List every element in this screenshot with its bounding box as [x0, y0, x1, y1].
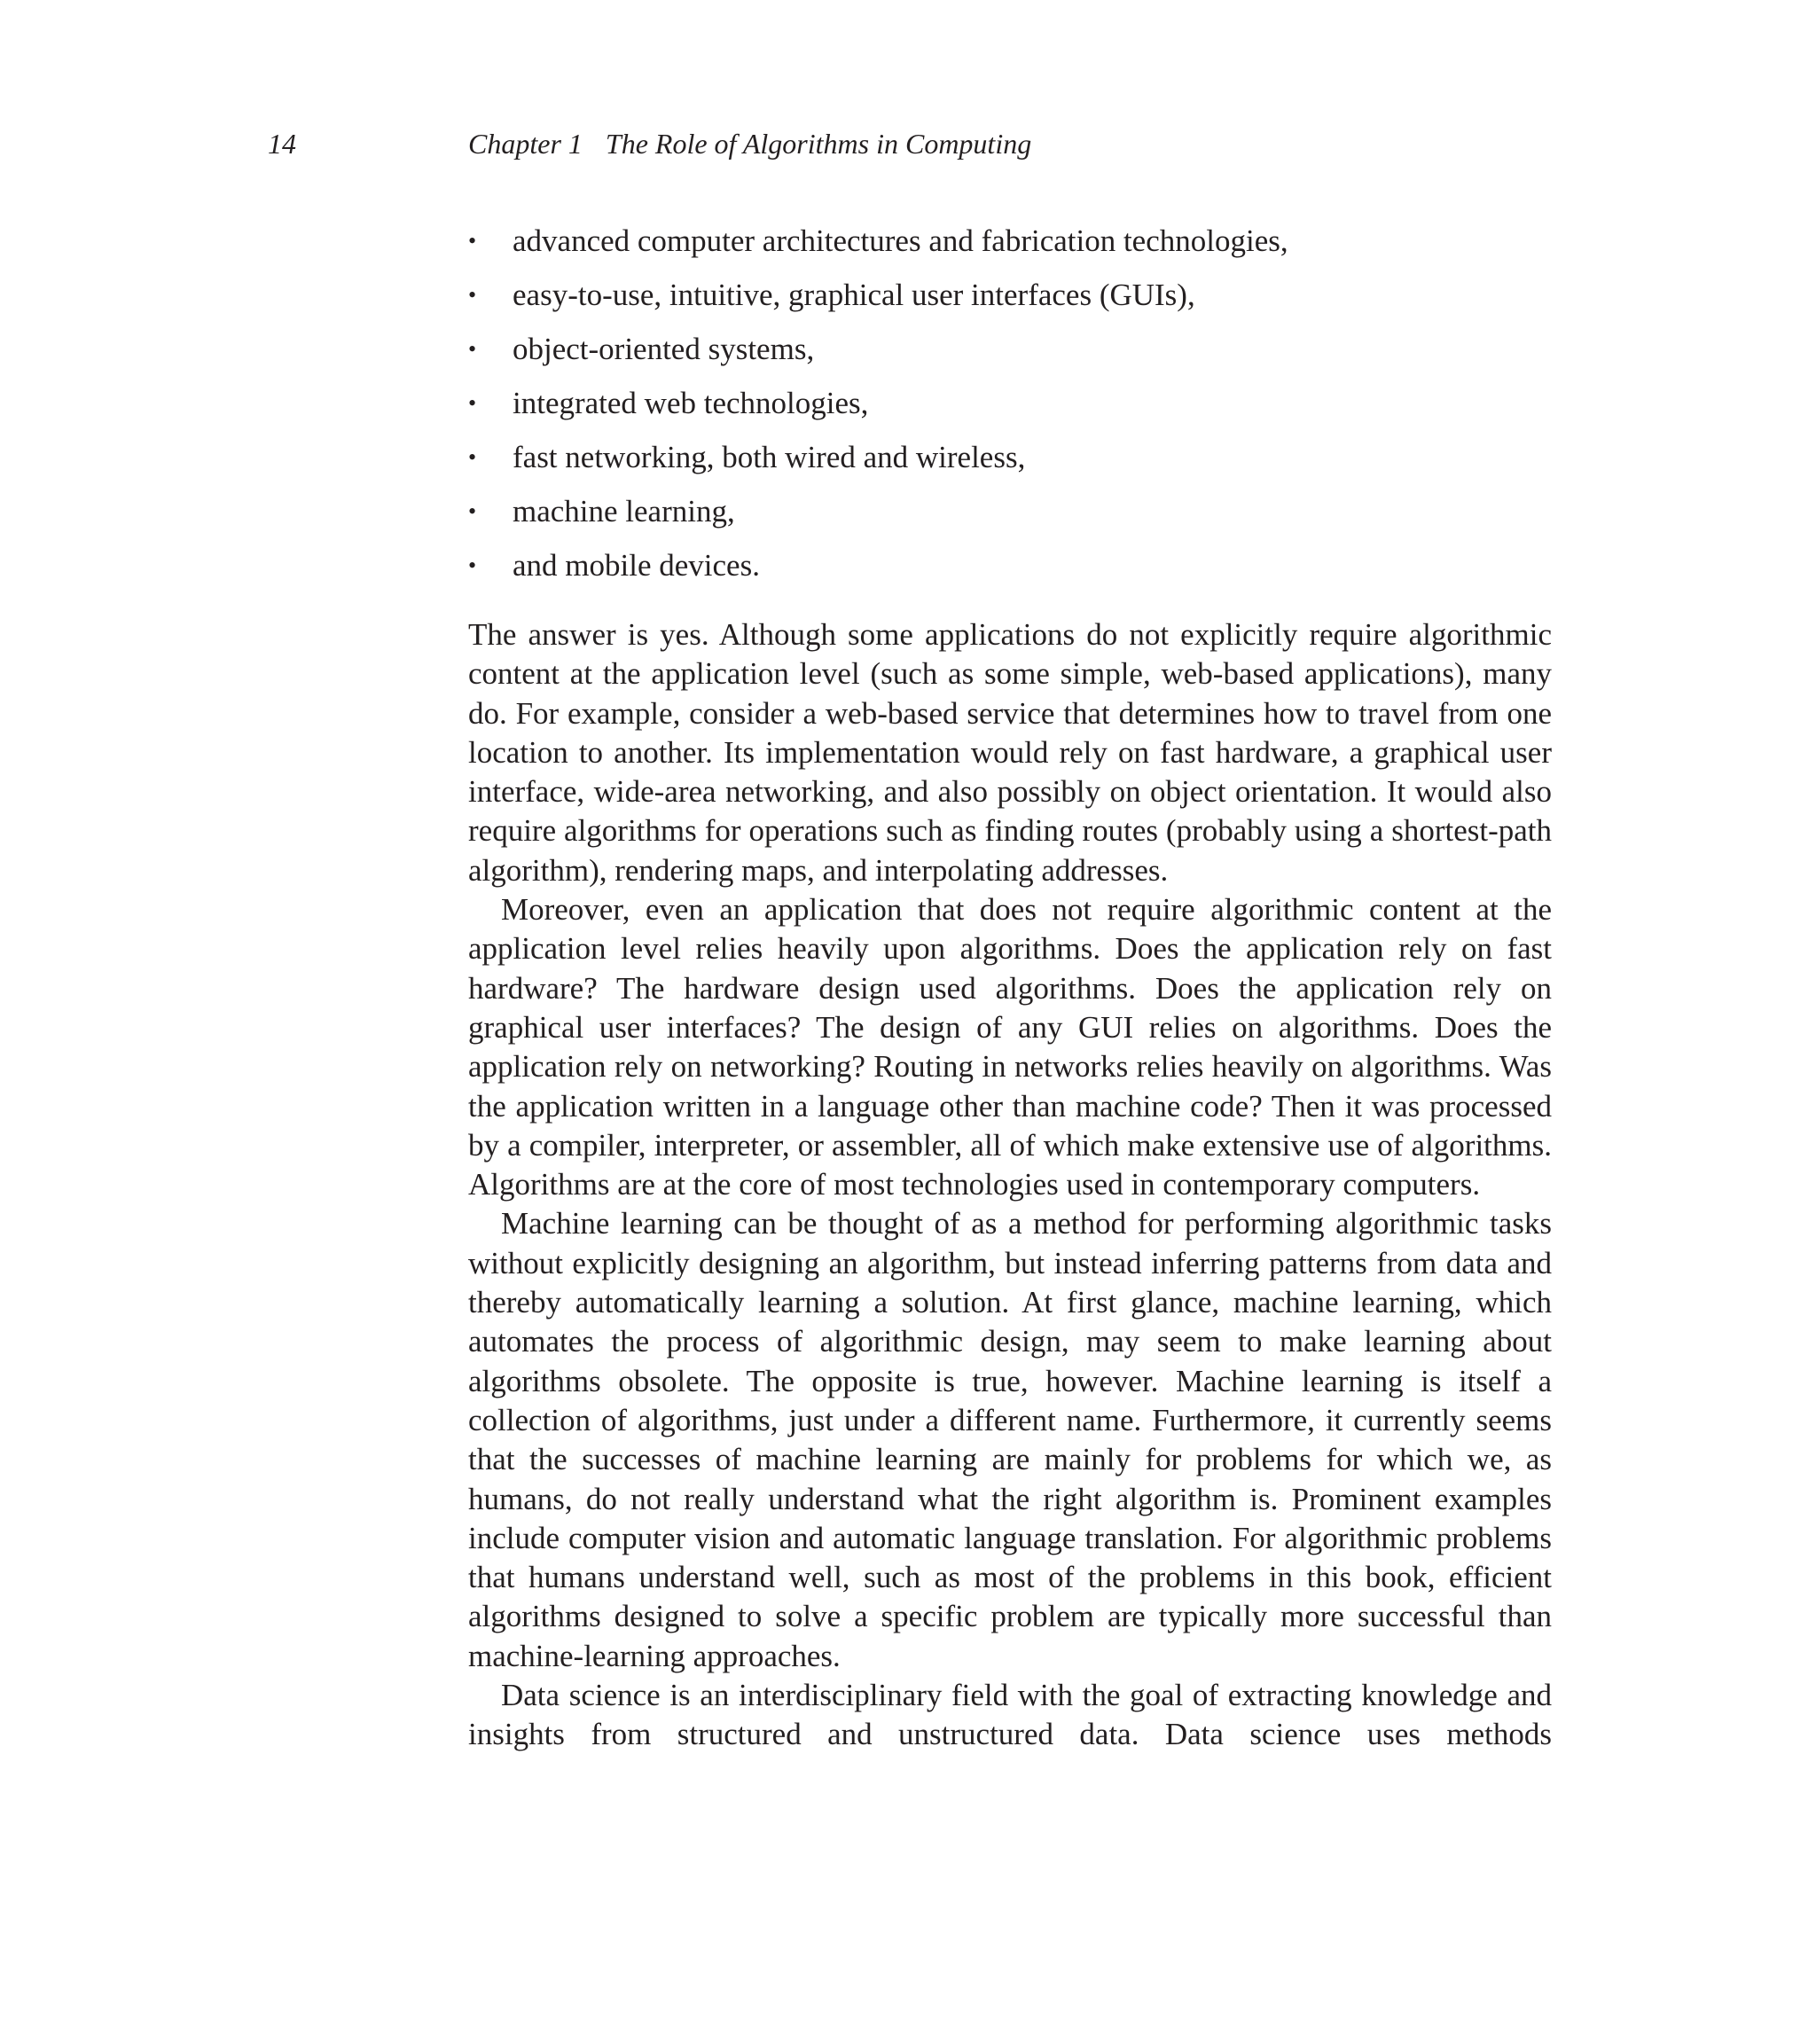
paragraph: Data science is an interdisciplinary field with the goal of extracting knowledge and insights from structured and unstructured data. Data science uses methods [468, 1678, 1552, 1752]
list-item-text: and mobile devices. [513, 548, 760, 583]
bullet-glyph: • [468, 552, 477, 578]
list-item-text: advanced computer architectures and fabrication technologies, [513, 223, 1288, 258]
body-text [468, 615, 1552, 1755]
paragraph: The answer is yes. Although some applications do not explicitly require algorithmic content at the application level (such as some simple, web-based applications), many do. For example, consider a web-based service that determines how to travel from one location to another. Its implementation would rely on fast hardware, a graphical user interface, wide-area networking, and also possibly on object orientation. It would also require algorithms for operations such as finding routes (probably using a shortest-path algorithm), rendering maps, and interpolating addresses. [468, 617, 1552, 888]
list-item [468, 440, 1552, 475]
list-item [468, 332, 1552, 367]
list-item-text: machine learning, [513, 494, 735, 529]
bullet-glyph: • [468, 336, 477, 362]
list-item [468, 548, 1552, 583]
bullet-glyph: • [468, 498, 477, 524]
list-item-text: object-oriented systems, [513, 332, 815, 366]
list-item-text: integrated web technologies, [513, 386, 869, 420]
running-head [468, 126, 1031, 161]
list-item [468, 386, 1552, 421]
page-number: 14 [268, 128, 296, 160]
list-item-text: fast networking, both wired and wireless, [513, 440, 1026, 474]
bullet-list [468, 223, 1552, 602]
bullet-glyph: • [468, 390, 477, 416]
list-item-text: easy-to-use, intuitive, graphical user interfaces (GUIs), [513, 278, 1195, 312]
bullet-glyph: • [468, 444, 477, 470]
bullet-glyph: • [468, 228, 477, 254]
chapter-title: The Role of Algorithms in Computing [605, 128, 1032, 160]
list-item [468, 278, 1552, 313]
list-item [468, 494, 1552, 529]
bullet-glyph: • [468, 282, 477, 308]
paragraph: Moreover, even an application that does not require algorithmic content at the application level relies heavily upon algorithms. Does the application rely on fast hardware? The hardware design used algorithms. Does the application rely on graphical user interfaces? The design of any GUI relies on algorithms. Does the application rely on networking? Routing in networks relies heavily on algorithms. Was the application written in a language other than machine code? Then it was processed by a compiler, interpreter, or assembler, all of which make extensive use of algorithms. Algorithms are at the core of most technologies used in contemporary computers. [468, 892, 1552, 1202]
chapter-label: Chapter 1 [468, 128, 583, 160]
list-item [468, 223, 1552, 259]
paragraph: Machine learning can be thought of as a method for performing algorithmic tasks without explicitly designing an algorithm, but instead inferring patterns from data and thereby automatically learning a solution. At first glance, machine learning, which automates the process of algorithmic design, may seem to make learning about algorithms obsolete. The opposite is true, however. Machine learning is itself a collection of algorithms, just under a different name. Furthermore, it currently seems that the successes of machine learning are mainly for problems for which we, as humans, do not really understand what the right algorithm is. Prominent examples include computer vision and automatic language translation. For algorithmic problems that humans understand well, such as most of the problems in this book, efficient algorithms designed to solve a specific problem are typically more successful than machine-learning approaches. [468, 1206, 1552, 1673]
